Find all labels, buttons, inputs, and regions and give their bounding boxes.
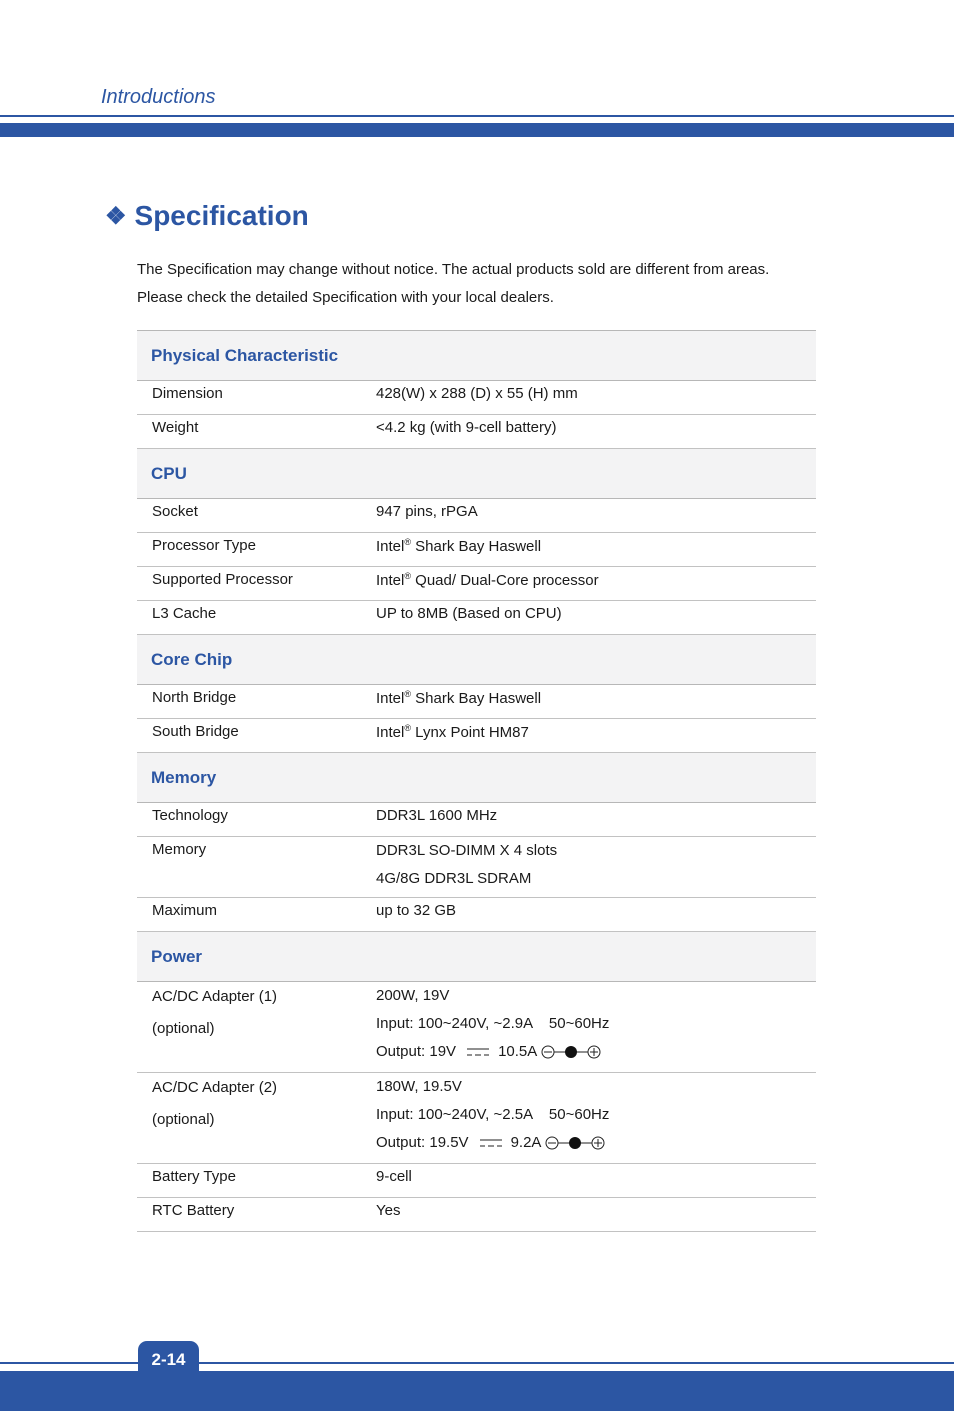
category-title: Core Chip: [137, 635, 816, 685]
spec-value: Yes: [376, 1198, 816, 1232]
brand: Intel: [376, 724, 405, 741]
polarity-icon: [545, 1134, 605, 1152]
spec-value-line: 4G/8G DDR3L SDRAM: [376, 870, 532, 887]
spec-value: [376, 533, 816, 567]
category-memory: [137, 753, 816, 803]
spec-label: RTC Battery: [137, 1198, 376, 1232]
spec-label-line: (optional): [152, 1111, 215, 1128]
registered-mark: ®: [404, 689, 411, 699]
brand: Intel: [376, 538, 405, 555]
table-row: [137, 685, 816, 719]
table-row: [137, 1073, 816, 1164]
table-row: [137, 1198, 816, 1232]
table-row: [137, 567, 816, 601]
spec-value: up to 32 GB: [376, 898, 816, 932]
output-voltage: Output: 19.5V: [376, 1134, 469, 1151]
spec-value-text: Quad/ Dual-Core processor: [411, 572, 599, 589]
output-voltage: Output: 19V: [376, 1043, 457, 1060]
table-row: [137, 415, 816, 449]
header-title: Introductions: [101, 86, 216, 108]
spec-label: Socket: [137, 499, 376, 533]
spec-label: Processor Type: [137, 533, 376, 567]
spec-value-line: [376, 1129, 816, 1157]
spec-value: [376, 1073, 816, 1164]
spec-value: [376, 685, 816, 719]
spec-table: [137, 330, 816, 1232]
spec-value-line: Input: 100~240V, ~2.5A 50~60Hz: [376, 1106, 610, 1123]
spec-label-line: (optional): [152, 1020, 215, 1037]
output-current: 10.5A: [498, 1043, 538, 1060]
spec-value: DDR3L 1600 MHz: [376, 803, 816, 837]
intro-line-1: The Specification may change without notice. The actual products sold are different from areas.: [137, 261, 770, 278]
spec-value: 428(W) x 288 (D) x 55 (H) mm: [376, 381, 816, 415]
spec-value: [376, 567, 816, 601]
dc-symbol-icon: [479, 1138, 503, 1148]
header-rule: [0, 115, 954, 117]
spec-value: <4.2 kg (with 9-cell battery): [376, 415, 816, 449]
category-title: Physical Characteristic: [137, 331, 816, 381]
spec-label: South Bridge: [137, 719, 376, 753]
table-row: [137, 837, 816, 898]
spec-value-text: Shark Bay Haswell: [411, 690, 542, 707]
table-row: [137, 499, 816, 533]
brand: Intel: [376, 572, 405, 589]
table-row: [137, 1164, 816, 1198]
output-current: 9.2A: [510, 1134, 542, 1151]
table-row: [137, 803, 816, 837]
intro-text: [137, 256, 827, 312]
table-row: [137, 719, 816, 753]
category-corechip: [137, 635, 816, 685]
table-row: [137, 601, 816, 635]
spec-label: [137, 1073, 376, 1164]
registered-mark: ®: [404, 537, 411, 547]
spec-value: 947 pins, rPGA: [376, 499, 816, 533]
spec-label: L3 Cache: [137, 601, 376, 635]
spec-label: Technology: [137, 803, 376, 837]
category-cpu: [137, 449, 816, 499]
table-row: [137, 381, 816, 415]
table-row: [137, 982, 816, 1073]
spec-value-text: Lynx Point HM87: [411, 724, 529, 741]
spec-label-line: AC/DC Adapter (2): [152, 1079, 278, 1096]
registered-mark: ®: [404, 571, 411, 581]
spec-value-text: Shark Bay Haswell: [411, 538, 542, 555]
spec-label: Memory: [137, 837, 376, 898]
spec-value: [376, 837, 816, 898]
spec-value-line: 180W, 19.5V: [376, 1078, 462, 1095]
spec-value-line: DDR3L SO-DIMM X 4 slots: [376, 842, 558, 859]
table-row: [137, 533, 816, 567]
category-physical: [137, 331, 816, 381]
category-title: Power: [137, 932, 816, 982]
spec-label: Maximum: [137, 898, 376, 932]
spec-value: [376, 719, 816, 753]
spec-value: [376, 982, 816, 1073]
brand: Intel: [376, 690, 405, 707]
spec-label: Supported Processor: [137, 567, 376, 601]
header-bar: [0, 123, 954, 137]
spec-value: UP to 8MB (Based on CPU): [376, 601, 816, 635]
registered-mark: ®: [404, 723, 411, 733]
spec-label: [137, 982, 376, 1073]
spec-label: North Bridge: [137, 685, 376, 719]
intro-line-2: Please check the detailed Specification with your local dealers.: [137, 289, 554, 306]
polarity-icon: [541, 1043, 601, 1061]
page-number: 2-14: [138, 1341, 199, 1411]
category-title: Memory: [137, 753, 816, 803]
spec-label: Weight: [137, 415, 376, 449]
category-title: CPU: [137, 449, 816, 499]
dc-symbol-icon: [466, 1047, 490, 1057]
spec-label-line: AC/DC Adapter (1): [152, 988, 278, 1005]
diamond-bullet-icon: ❖: [105, 202, 127, 230]
spec-value-line: [376, 1038, 816, 1066]
spec-value-line: 200W, 19V: [376, 987, 450, 1004]
spec-label: Dimension: [137, 381, 376, 415]
section-title-text: Specification: [134, 200, 309, 231]
category-power: [137, 932, 816, 982]
table-row: [137, 898, 816, 932]
section-title: [105, 200, 309, 232]
spec-value: 9-cell: [376, 1164, 816, 1198]
spec-value-line: Input: 100~240V, ~2.9A 50~60Hz: [376, 1015, 610, 1032]
spec-label: Battery Type: [137, 1164, 376, 1198]
